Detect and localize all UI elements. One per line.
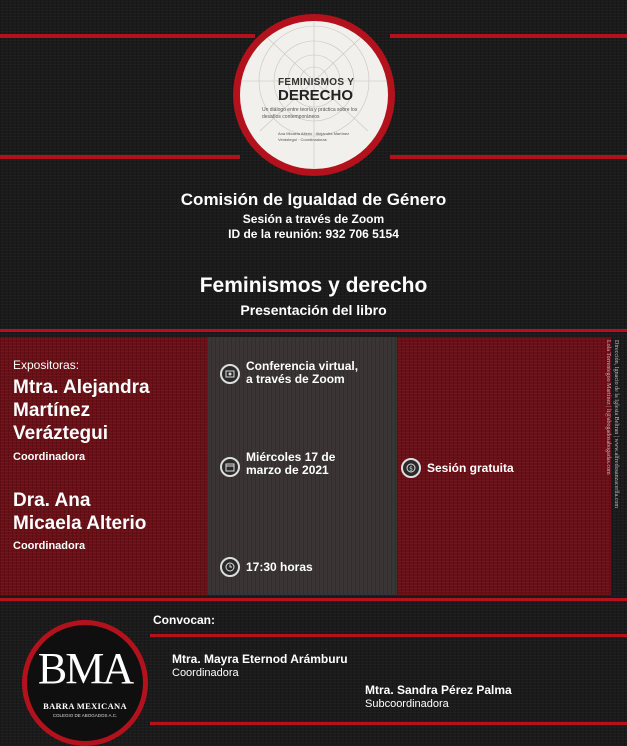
convener-1-role: Coordinadora — [172, 667, 239, 679]
book-cover-editors: Ana Micaela Alterio · Alejandra Martínez Verástegui · Coordinadoras — [278, 131, 350, 142]
logo-name: BARRA MEXICANA — [43, 701, 127, 711]
credits-line-2: Lola Torrentegoo Martínez | lt@abogadosabogadas.com — [605, 340, 611, 475]
convocan-heading: Convocan: — [153, 613, 216, 627]
convener-1-name: Mtra. Mayra Eternod Arámburu — [172, 652, 348, 666]
commission-title: Comisión de Igualdad de Género — [180, 190, 447, 209]
speaker-1-name-3: Veráztegui — [13, 423, 109, 444]
book-cover-title-1: FEMINISMOS Y — [278, 77, 355, 88]
clock-icon — [220, 557, 240, 577]
top-bar-left — [0, 34, 255, 38]
speaker-2-role: Coordinadora — [13, 540, 86, 552]
svg-text:$: $ — [409, 465, 413, 473]
book-cover-title-2: DERECHO — [278, 87, 354, 104]
top-bar-left-2 — [0, 155, 240, 159]
session-text: Sesión a través de Zoom — [242, 212, 385, 226]
speaker-2-name-1: Dra. Ana — [13, 490, 91, 511]
convener-2-role: Subcoordinadora — [365, 698, 449, 710]
logo-letters: BMA — [37, 644, 133, 693]
calendar-icon — [220, 457, 240, 477]
date-line-2: marzo de 2021 — [246, 463, 329, 477]
price-icon — [401, 458, 421, 478]
speakers-heading: Expositoras: — [13, 358, 80, 372]
mid-bar-bottom — [0, 598, 627, 601]
top-bar-right — [390, 34, 627, 38]
speaker-2-name-2: Micaela Alterio — [13, 513, 147, 534]
bottom-bar — [150, 722, 627, 725]
mode-line-1: Conferencia virtual, — [246, 359, 359, 373]
speaker-1-name-2: Martínez — [13, 400, 91, 421]
speaker-1-role: Coordinadora — [13, 451, 86, 463]
logo-disc — [27, 625, 143, 741]
credits-line-1: Dirección, Ignacio de la Iglesia Beltran | www.alfredosanzacerlla.com — [613, 340, 619, 509]
book-cover-disc — [240, 21, 388, 169]
convocan-bar — [150, 634, 627, 637]
mode-line-2: a través de Zoom — [246, 372, 345, 386]
date-line-1: Miércoles 17 de — [246, 450, 336, 464]
logo-sub: COLEGIO DE ABOGADOS A.C. — [52, 713, 118, 718]
speakers-panel — [0, 337, 207, 595]
zoom-icon — [220, 364, 240, 384]
mid-bar-top — [0, 329, 627, 332]
top-bar-right-2 — [390, 155, 627, 159]
speaker-1-name-1: Mtra. Alejandra — [13, 377, 150, 398]
event-subtitle: Presentación del libro — [240, 302, 387, 318]
event-title: Feminismos y derecho — [199, 274, 428, 297]
meeting-id: ID de la reunión: 932 706 5154 — [228, 227, 399, 241]
price-text: Sesión gratuita — [427, 461, 514, 475]
convener-2-name: Mtra. Sandra Pérez Palma — [365, 683, 512, 697]
book-cover-subtitle: Un diálogo entre teoría y práctica sobre los desafíos contemporáneos — [262, 107, 358, 120]
time-text: 17:30 horas — [246, 560, 313, 574]
